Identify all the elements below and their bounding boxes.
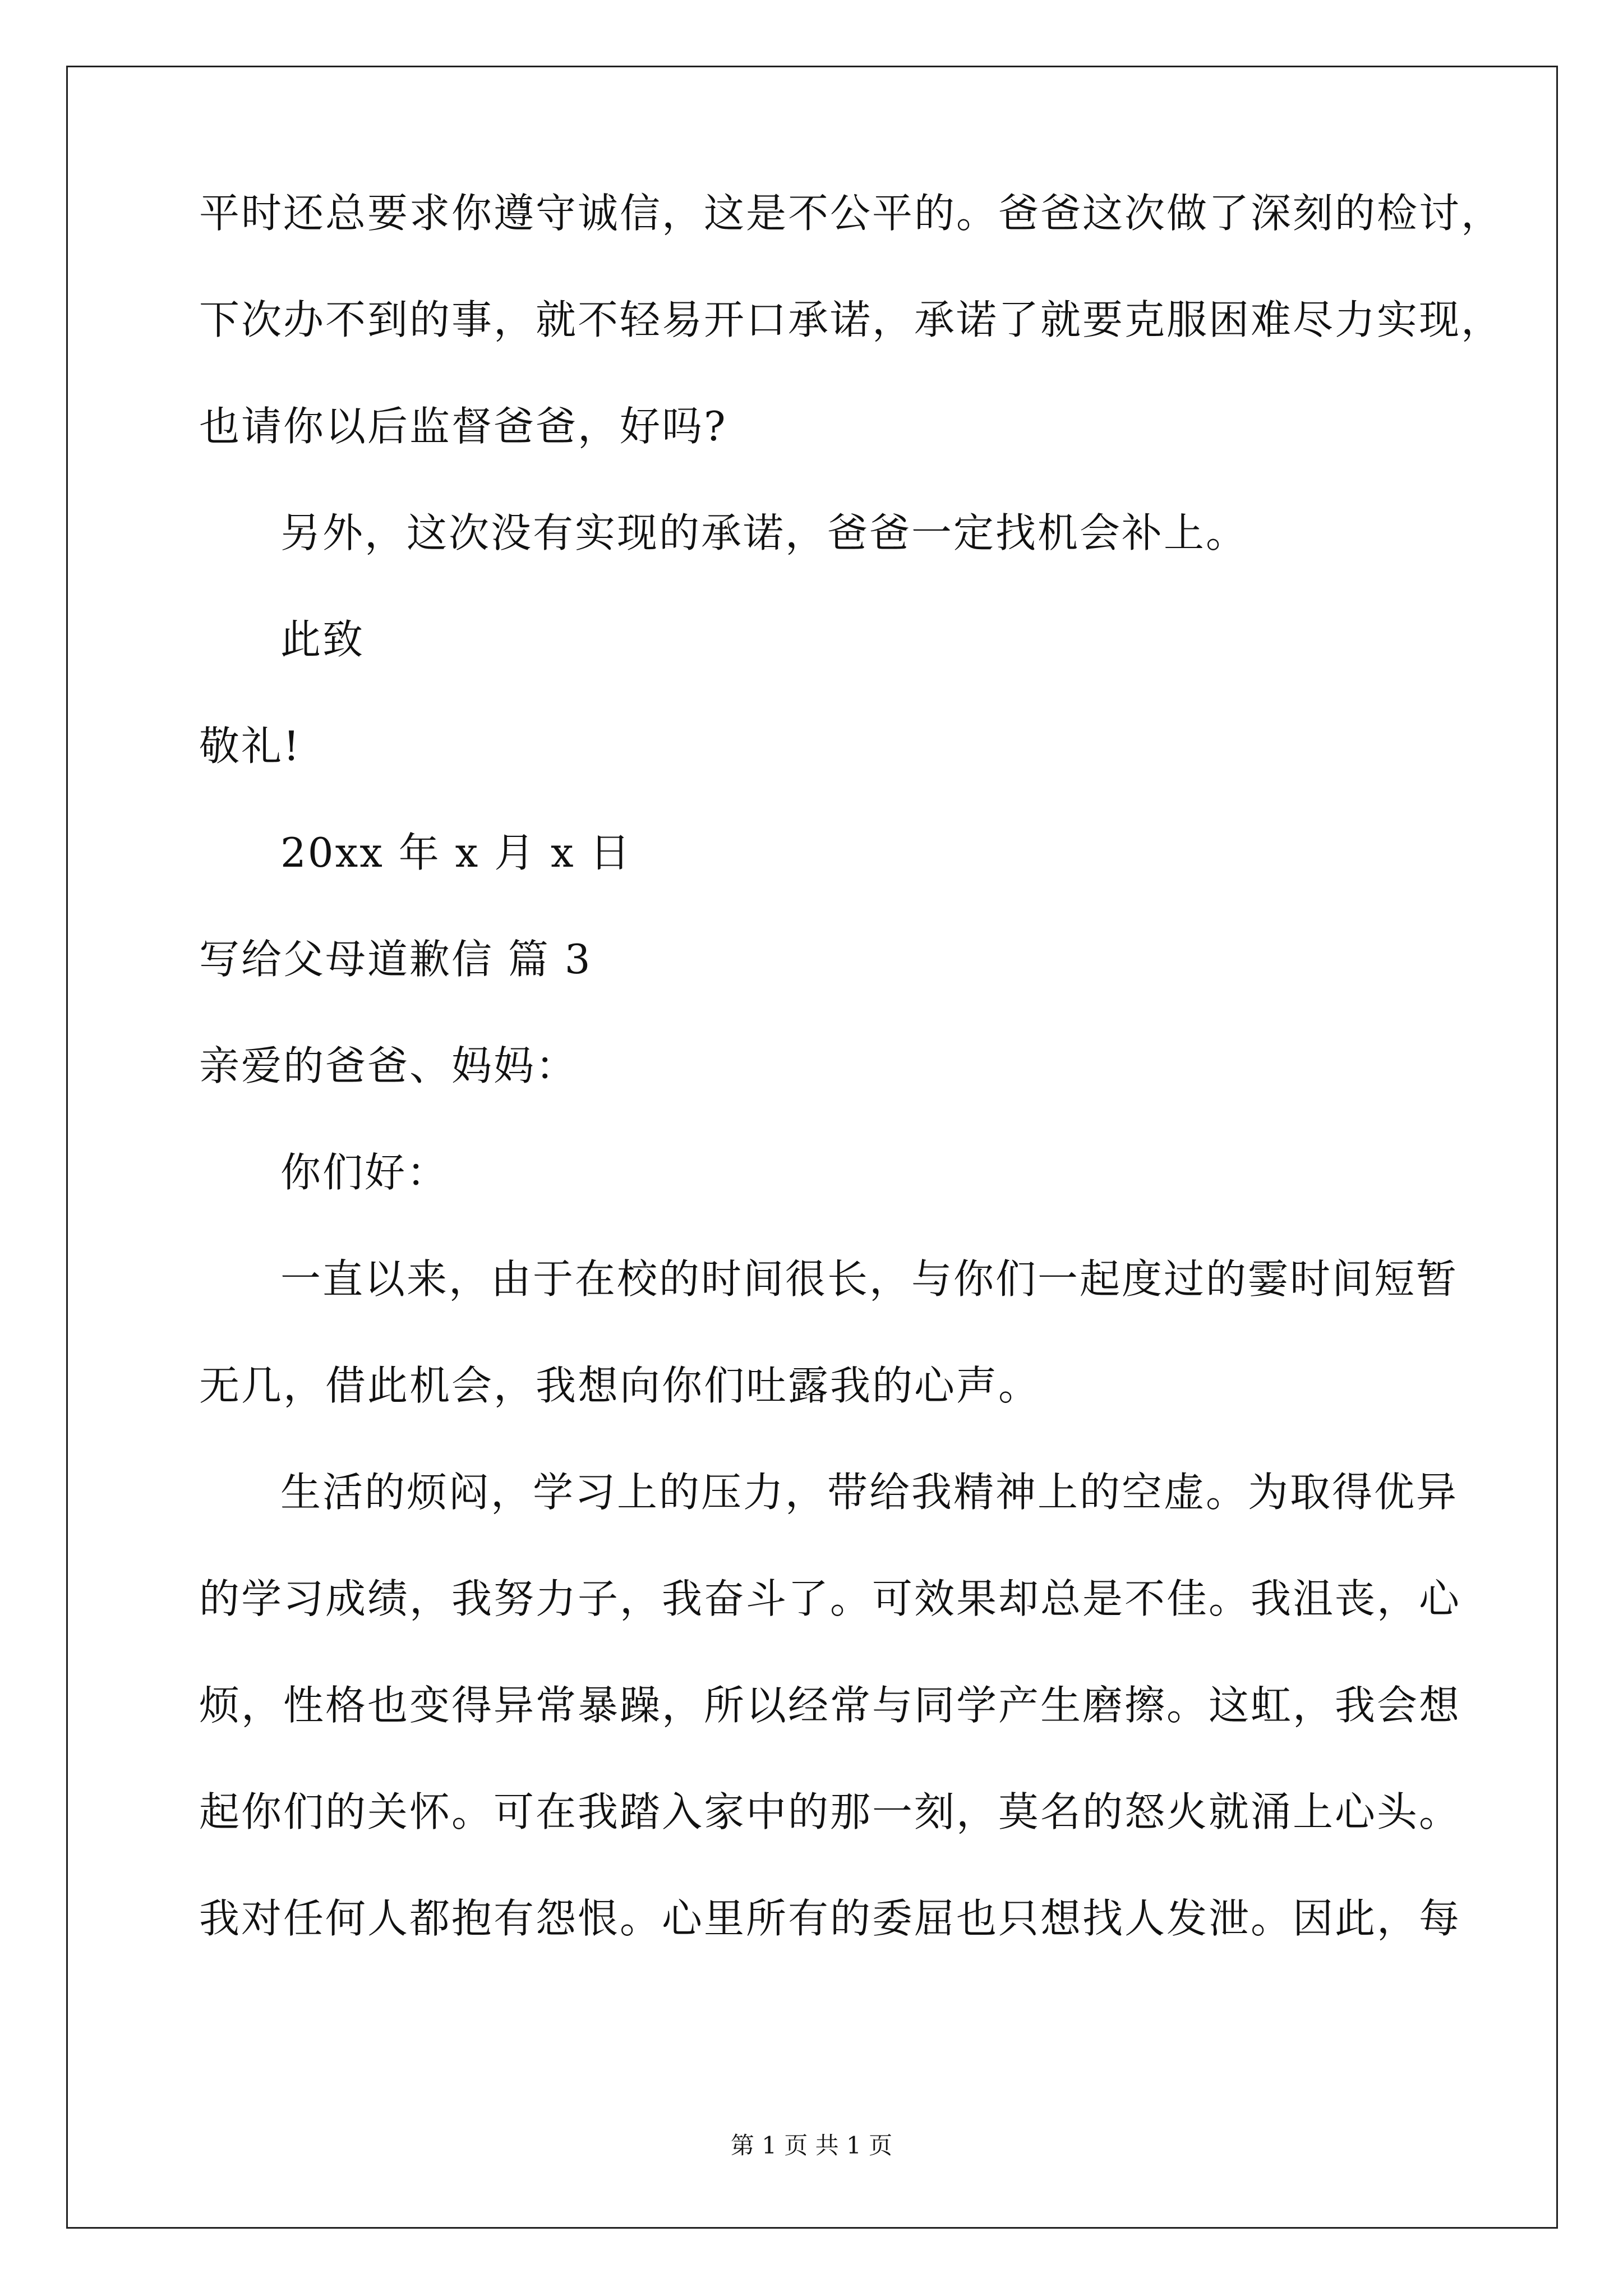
body-line: 另外，这次没有实现的承诺，爸爸一定找机会补上。 xyxy=(280,509,1248,556)
section-heading: 写给父母道歉信 篇 3 xyxy=(199,936,592,983)
body-line: 的学习成绩，我努力子，我奋斗了。可效果却总是不佳。我沮丧，心 xyxy=(199,1575,1461,1622)
letter-opening: 你们好： xyxy=(280,1149,449,1196)
body-line: 下次办不到的事，就不轻易开口承诺，承诺了就要克服困难尽力实现， xyxy=(199,296,1504,343)
body-line: 我对任何人都抱有怨恨。心里所有的委屈也只想找人发泄。因此，每 xyxy=(199,1895,1461,1942)
body-line: 烦，性格也变得异常暴躁，所以经常与同学产生磨擦。这虹，我会想 xyxy=(199,1682,1461,1729)
body-line: 无几，借此机会，我想向你们吐露我的心声。 xyxy=(199,1362,1041,1409)
body-line: 起你们的关怀。可在我踏入家中的那一刻，莫名的怒火就涌上心头。 xyxy=(199,1788,1461,1835)
body-line: 也请你以后监督爸爸，好吗? xyxy=(199,403,727,450)
body-line: 一直以来，由于在校的时间很长，与你们一起度过的霎时间短暂 xyxy=(280,1255,1459,1303)
closing-phrase: 此致 xyxy=(280,616,365,663)
letter-greeting: 亲爱的爸爸、妈妈： xyxy=(199,1042,578,1089)
closing-salutation: 敬礼! xyxy=(199,723,301,770)
page-footer: 第 1 页 共 1 页 xyxy=(730,2132,893,2159)
body-line: 生活的烦闷，学习上的压力，带给我精神上的空虚。为取得优异 xyxy=(280,1469,1459,1516)
body-line: 平时还总要求你遵守诚信，这是不公平的。爸爸这次做了深刻的检讨， xyxy=(199,190,1504,237)
letter-date: 20xx 年 x 月 x 日 xyxy=(280,829,632,876)
